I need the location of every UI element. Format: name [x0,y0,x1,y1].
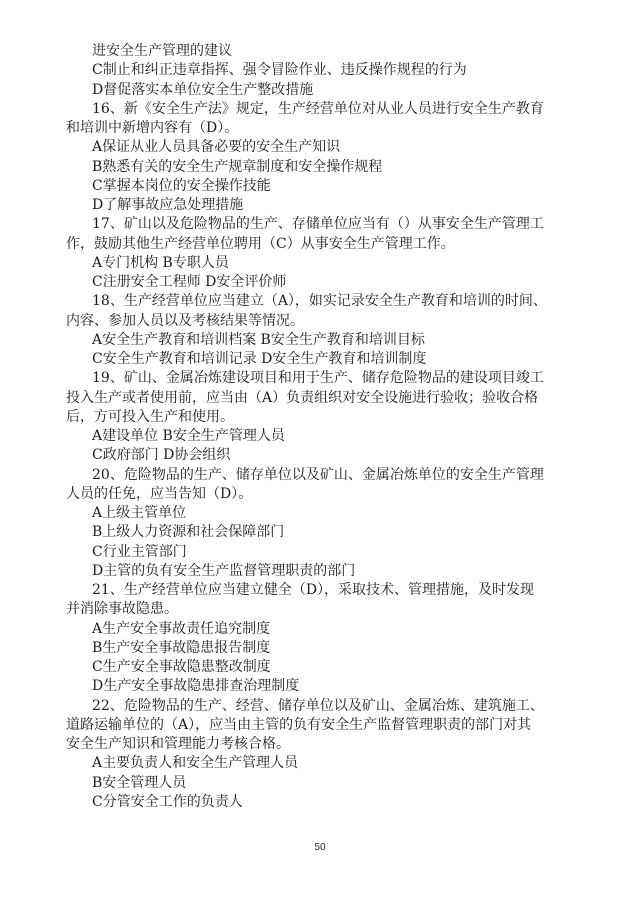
text-line: B安全管理人员 [92,774,187,791]
text-line: 内容、参加人员以及考核结果等情况。 [66,312,304,329]
text-line: 18、生产经营单位应当建立（A），如实记录安全生产教育和培训的时间、 [92,293,547,310]
page-number: 50 [314,842,326,853]
document-body [66,42,586,812]
text-line: A主要负责人和安全生产管理人员 [92,755,299,772]
text-line: 安全生产知识和管理能力考核合格。 [66,736,290,752]
text-line: 16、新《安全生产法》规定，生产经营单位对从业人员进行安全生产教育 [92,100,544,117]
text-line: C掌握本岗位的安全操作技能 [92,177,271,194]
text-line: 投入生产或者使用前，应当由（A）负责组织对安全设施进行验收；验收合格 [66,389,539,406]
text-line: 17、矿山以及危险物品的生产、存储单位应当有（）从事安全生产管理工 [92,216,544,233]
text-line: D了解事故应急处理措施 [92,197,244,213]
text-line: 作，鼓励其他生产经营单位聘用（C）从事安全生产管理工作。 [66,235,455,252]
text-line: C分管安全工作的负责人 [92,793,243,810]
text-line: 21、生产经营单位应当建立健全（D），采取技术、管理措施，及时发现 [92,582,535,598]
text-line: C安全生产教育和培训记录 D安全生产教育和培训制度 [92,351,427,367]
text-line: 并消除事故隐患。 [66,601,178,618]
text-line: C行业主管部门 [92,543,187,560]
text-line: 后，方可投入生产和使用。 [66,408,234,425]
text-line: D主管的负有安全生产监督管理职责的部门 [92,562,356,579]
text-line: B上级人力资源和社会保障部门 [92,524,285,541]
text-line: D督促落实本单位安全生产整改措施 [92,81,314,98]
text-line: C生产安全事故隐患整改制度 [92,659,271,675]
text-line: 19、矿山、金属冶炼建设项目和用于生产、储存危险物品的建设项目竣工 [92,370,544,387]
text-line: 和培训中新增内容有（D）。 [66,120,239,136]
text-line: 道路运输单位的（A），应当由主管的负有安全生产监督管理职责的部门对其 [66,716,532,733]
text-line: C政府部门 D协会组织 [92,447,231,464]
text-line: A建设单位 B安全生产管理人员 [92,428,285,444]
text-line: C制止和纠正违章指挥、强令冒险作业、违反操作规程的行为 [92,62,467,79]
text-line: D生产安全事故隐患排查治理制度 [92,678,300,695]
text-line: A保证从业人员具备必要的安全生产知识 [92,139,341,156]
text-line: 22、危险物品的生产、经营、储存单位以及矿山、金属冶炼、建筑施工、 [92,697,544,714]
text-line: B熟悉有关的安全生产规章制度和安全操作规程 [92,158,383,175]
text-line: 进安全生产管理的建议 [92,43,232,59]
text-line: B生产安全事故隐患报告制度 [92,639,271,656]
text-line: A专门机构 B专职人员 [92,254,229,271]
text-line: 20、危险物品的生产、储存单位以及矿山、金属冶炼单位的安全生产管理 [92,466,544,483]
text-line: C注册安全工程师 D安全评价师 [92,274,287,290]
text-line: A上级主管单位 [92,505,187,521]
text-line: A生产安全事故责任追究制度 [92,620,271,637]
text-line: A安全生产教育和培训档案 B安全生产教育和培训目标 [92,331,425,348]
text-line: 人员的任免，应当告知（D）。 [66,485,253,502]
